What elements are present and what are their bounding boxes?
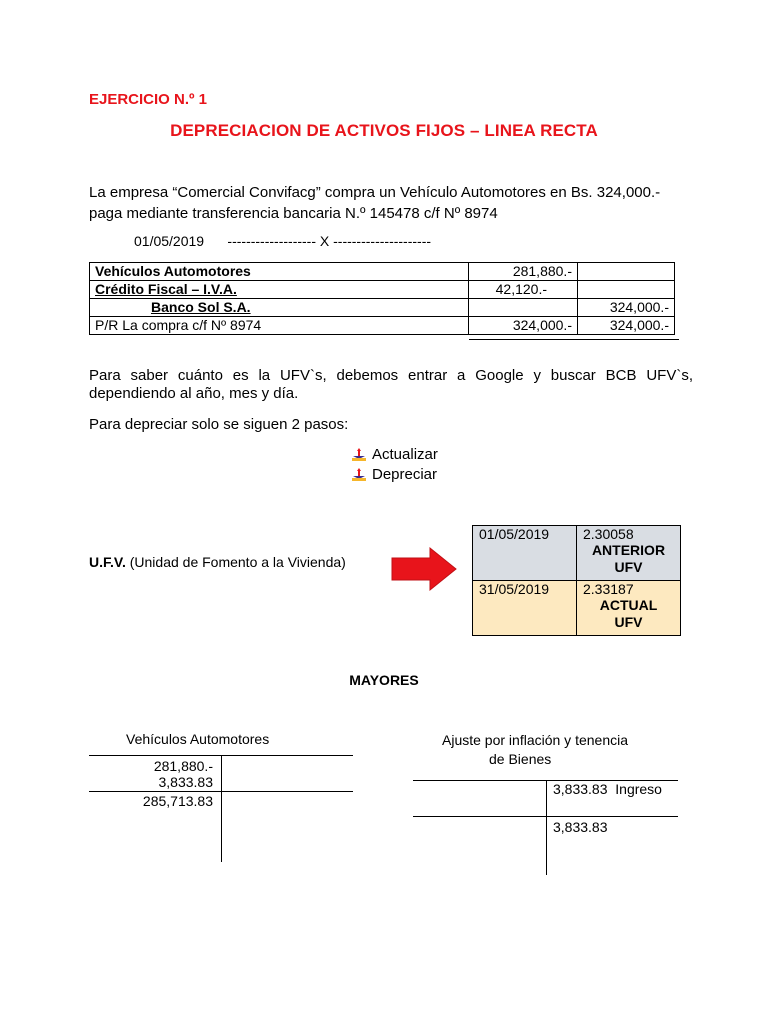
ledger-vehiculos-title: Vehículos Automotores — [126, 731, 270, 747]
ledger-vertical-line — [221, 755, 222, 862]
total-underline — [469, 339, 679, 340]
ufv-anterior-date: 01/05/2019 — [473, 526, 577, 581]
steps-paragraph: Para depreciar solo se siguen 2 pasos: — [89, 416, 349, 433]
ufv-anterior-tag2: UFV — [614, 559, 643, 575]
ledger-ajuste-title-line-2: de Bienes — [489, 751, 552, 767]
ufv-actual-value: 2.33187 — [583, 581, 634, 597]
ufv-anterior-tag1: ANTERIOR — [591, 542, 666, 558]
ufv-abbr: U.F.V. — [89, 554, 126, 570]
ledger-mid-line — [89, 791, 353, 792]
table-row — [473, 526, 681, 581]
journal-entry-table — [89, 262, 675, 335]
entry-date-line — [134, 233, 431, 249]
ufv-full: (Unidad de Fomento a la Vivienda) — [129, 554, 346, 570]
mayores-heading: MAYORES — [349, 672, 419, 688]
entry-separator: ------------------- X --------------------- — [227, 233, 432, 249]
ufv-actual-tag1: ACTUAL — [599, 597, 658, 613]
ufv-actual-tag2: UFV — [614, 614, 643, 630]
intro-paragraph — [89, 182, 689, 224]
right-arrow-icon — [390, 546, 458, 592]
ledger-vertical-line — [546, 780, 547, 875]
journal-account: P/R La compra c/f Nº 8974 — [90, 317, 469, 335]
intro-line-1: La empresa “Comercial Convifacg” compra un Vehículo Automotores en Bs. 324,000.- — [89, 184, 661, 201]
entry-date: 01/05/2019 — [134, 233, 205, 249]
table-row — [473, 581, 681, 636]
journal-debit: 42,120.- — [469, 281, 578, 299]
arrow-bullet-icon — [352, 448, 366, 462]
ufv-anterior-cell — [577, 526, 681, 581]
ledger-ajuste-credit-1: 3,833.83 Ingreso — [553, 781, 662, 797]
step-label: Depreciar — [372, 466, 438, 483]
journal-debit: 281,880.- — [469, 263, 578, 281]
ufv-table — [472, 525, 681, 636]
ledger-mid-line — [413, 816, 678, 817]
ledger-vehiculos-debit-1: 281,880.- — [153, 758, 213, 774]
journal-credit — [578, 263, 675, 281]
journal-account-label: Banco Sol S.A. — [151, 299, 251, 315]
ledger-vehiculos-debits — [89, 758, 213, 790]
page-title: DEPRECIACION DE ACTIVOS FIJOS – LINEA RECTA — [170, 121, 598, 140]
list-item — [352, 445, 438, 465]
journal-account: Crédito Fiscal – I.V.A. — [90, 281, 469, 299]
steps-list — [352, 445, 438, 485]
table-row — [90, 263, 675, 281]
arrow-bullet-icon — [352, 468, 366, 482]
journal-credit: 324,000.- — [578, 299, 675, 317]
exercise-label: EJERCICIO N.º 1 — [89, 91, 208, 108]
ledger-ajuste-title — [392, 731, 692, 769]
intro-line-2: paga mediante transferencia bancaria N.º 145478 c/f Nº 8974 — [89, 205, 498, 222]
ledger-vehiculos-balance: 285,713.83 — [142, 793, 213, 809]
journal-account — [90, 299, 469, 317]
list-item — [352, 465, 438, 485]
step-label: Actualizar — [372, 446, 438, 463]
table-row — [90, 317, 675, 335]
ledger-ajuste-title-line-1: Ajuste por inflación y tenencia — [442, 732, 628, 748]
journal-credit — [578, 281, 675, 299]
ufv-label — [89, 554, 346, 570]
ufv-anterior-value: 2.30058 — [583, 526, 634, 542]
ledger-ajuste-balance: 3,833.83 — [553, 819, 608, 835]
ufv-actual-date: 31/05/2019 — [473, 581, 577, 636]
journal-debit — [469, 299, 578, 317]
table-row — [90, 299, 675, 317]
ledger-vehiculos-debit-2: 3,833.83 — [158, 774, 213, 790]
ufv-actual-cell — [577, 581, 681, 636]
journal-credit: 324,000.- — [578, 317, 675, 335]
ufv-paragraph: Para saber cuánto es la UFV`s, debemos entrar a Google y buscar BCB UFV`s, dependiendo al año, mes y día. — [89, 367, 693, 402]
journal-account: Vehículos Automotores — [90, 263, 469, 281]
journal-debit: 324,000.- — [469, 317, 578, 335]
table-row — [90, 281, 675, 299]
